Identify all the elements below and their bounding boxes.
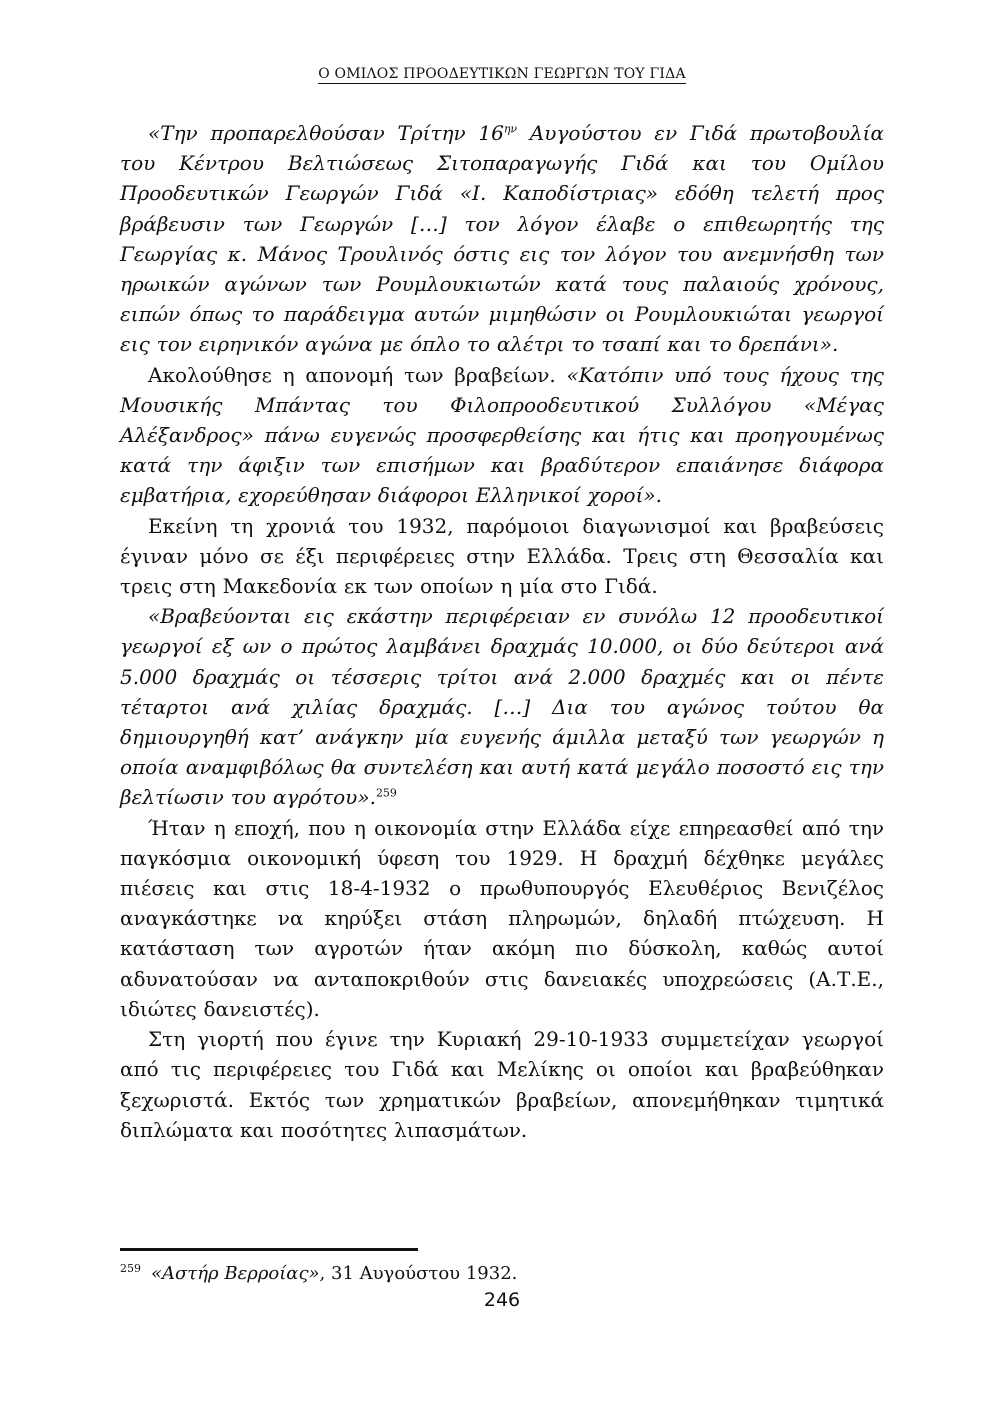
page-body bbox=[120, 118, 884, 1145]
paragraph-awards bbox=[120, 360, 884, 511]
running-head bbox=[0, 66, 1004, 82]
page-number: 246 bbox=[483, 1289, 521, 1311]
paragraph-quote-prizes-text: «Βραβεύονται εις εκάστην περιφέρειαν εν συνόλω 12 προοδευτικοί γεωργοί εξ ων ο πρώτος λαμβάνει δραχμάς 10.000, οι δύο δεύτεροι ανά 5.000 δραχμάς οι τέσσερις τρίτοι ανά 2.000 δραχμές και οι πέντε τέταρτοι ανά χιλίας δραχμάς. […] Δια του αγώνος τούτου θα δημιουργηθή κατ’ ανάγκην μία ευγενής άμιλλα μεταξύ των γεωργών η οποία αναμφιβόλως θα συντελέση και αυτή κατά μεγάλο ποσοστό εις την βελτίωσιν του αγρότου». bbox=[120, 604, 884, 810]
paragraph-awards-plain: Ακολούθησε η απονομή των βραβείων. bbox=[148, 362, 567, 387]
paragraph-1932-contests: Εκείνη τη χρονιά του 1932, παρόμοιοι διαγωνισμοί και βραβεύσεις έγιναν μόνο σε έξι περιφέρειες στην Ελλάδα. Τρεις στη Θεσσαλία και τρεις στη Μακεδονία εκ των οποίων η μία στο Γιδά. bbox=[120, 513, 884, 599]
running-head-title: Ο ΟΜΙΛΟΣ ΠΡΟΟΔΕΥΤΙΚΩΝ ΓΕΩΡΓΩΝ ΤΟΥ ΓΙΔΑ bbox=[318, 66, 686, 82]
footnote bbox=[120, 1262, 884, 1286]
ordinal-suffix: ην bbox=[503, 122, 518, 136]
paragraph-quote-ceremony-start: «Την προπαρελθούσαν Τρίτην 16 bbox=[148, 121, 504, 145]
footnote-number: 259 bbox=[120, 1262, 141, 1275]
paragraph-quote-ceremony-rest: Αυγούστου εν Γιδά πρωτοβουλία του Κέντρου Βελτιώσεως Σιτοπαραγωγής Γιδά και του Ομίλου Προοδευτικών Γεωργών Γιδά «Ι. Καποδίστριας» εδόθη τελετή προς βράβευσιν των Γεωργών […] τον λόγον έλαβε ο επιθεωρητής της Γεωργίας κ. Μάνος Τρουλινός όστις εις τον λόγον του ανεμνήσθη των ηρωικών αγώνων των Ρουμλουκιωτών κατά τους παλαιούς χρόνους, ειπών όπως το παράδειγμα αυτών μιμηθώσιν οι Ρουμλουκιώται γεωργοί εις τον ειρηνικόν αγώνα με όπλο το αλέτρι το τσαπί και το δρεπάνι». bbox=[120, 121, 885, 357]
footnote-date: , 31 Αυγούστου 1932. bbox=[319, 1263, 518, 1284]
paragraph-quote-prizes bbox=[120, 601, 884, 812]
footnote-divider bbox=[120, 1248, 418, 1251]
paragraph-quote-ceremony bbox=[120, 118, 884, 360]
paragraph-economic-crisis: Ήταν η εποχή, που η οικονομία στην Ελλάδα είχε επηρεασθεί από την παγκόσμια οικονομική ύφεση του 1929. Η δραχμή δέχθηκε μεγάλες πιέσεις και στις 18-4-1932 ο πρωθυπουργός Ελευθέριος Βενιζέλος αναγκάστηκε να κηρύξει στάση πληρωμών, δηλαδή πτώχευση. Η κατάσταση των αγροτών ήταν ακόμη πιο δύσκολη, καθώς αυτοί αδυνατούσαν να ανταποκριθούν στις δανειακές υποχρεώσεις (Α.Τ.Ε., ιδιώτες δανειστές). bbox=[120, 815, 884, 1021]
paragraph-1933-celebration: Στη γιορτή που έγινε την Κυριακή 29-10-1933 συμμετείχαν γεωργοί από τις περιφέρειες του Γιδά και Μελίκης οι οποίοι και βραβεύθηκαν ξεχωριστά. Εκτός των χρηματικών βραβείων, απονεμήθηκαν τιμητικά διπλώματα και ποσότητες λιπασμάτων. bbox=[120, 1027, 884, 1142]
paragraph-awards-quote: «Κατόπιν υπό τους ήχους της Μουσικής Μπάντας του Φιλοπροοδευτικού Συλλόγου «Μέγας Αλέξανδρος» πάνω ευγενώς προσφερθείσης και ήτις και προηγουμένως κατά την άφιξιν των επισήμων και βραδύτερον επαιάνησε διάφορα εμβατήρια, εχορεύθησαν διάφοροι Ελληνικοί χοροί». bbox=[120, 362, 885, 508]
footnote-reference: 259 bbox=[375, 786, 397, 800]
footnote-source: «Αστήρ Βερροίας» bbox=[151, 1263, 320, 1284]
